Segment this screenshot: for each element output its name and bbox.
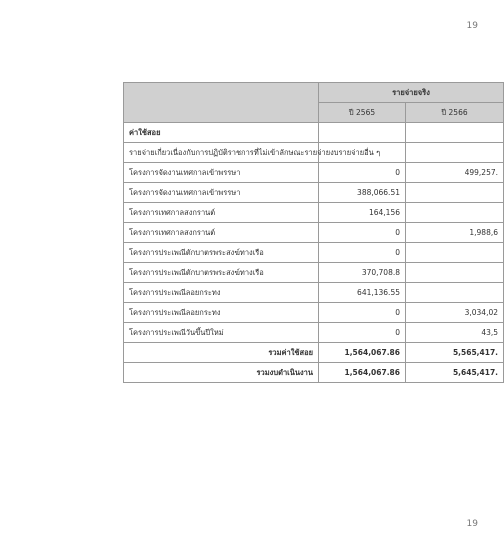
section-row xyxy=(124,123,504,143)
description-row xyxy=(124,143,504,163)
row-label: โครงการประเพณีวันขึ้นปีใหม่ xyxy=(124,323,319,343)
total-label: รวมค่าใช้สอย xyxy=(124,343,319,363)
description-text: รายจ่ายเกี่ยวเนื่องกับการปฏิบัติราชการที่ไม่เข้าลักษณะรายจ่ายงบรายจ่ายอื่น ๆ xyxy=(124,143,319,163)
expense-table xyxy=(123,82,504,383)
row-value-2565: 0 xyxy=(319,303,406,323)
row-value-2566: 3,034,02 xyxy=(406,303,504,323)
expense-table-container xyxy=(123,82,504,383)
table-row xyxy=(124,203,504,223)
row-value-2565: 370,708.8 xyxy=(319,263,406,283)
row-value-2565: 0 xyxy=(319,243,406,263)
row-label: โครงการจัดงานเทศกาลเข้าพรรษา xyxy=(124,183,319,203)
row-value-2565: 388,066.51 xyxy=(319,183,406,203)
total-row-expenses xyxy=(124,343,504,363)
row-value-2565: 0 xyxy=(319,323,406,343)
table-row xyxy=(124,263,504,283)
total-value-2565: 1,564,067.86 xyxy=(319,363,406,383)
row-value-2566: 43,5 xyxy=(406,323,504,343)
row-value-2566 xyxy=(406,243,504,263)
row-label: โครงการประเพณีลอยกระทง xyxy=(124,303,319,323)
table-row xyxy=(124,323,504,343)
row-value-2565: 164,156 xyxy=(319,203,406,223)
table-row xyxy=(124,303,504,323)
row-label: โครงการประเพณีตักบาตรพระสงฆ์ทางเรือ xyxy=(124,243,319,263)
row-value-2566 xyxy=(406,203,504,223)
row-label: โครงการประเพณีลอยกระทง xyxy=(124,283,319,303)
row-value-2566: 499,257. xyxy=(406,163,504,183)
section-cell-2566 xyxy=(406,123,504,143)
row-value-2565: 0 xyxy=(319,223,406,243)
total-value-2566: 5,645,417. xyxy=(406,363,504,383)
year-header-2566: ปี 2566 xyxy=(406,103,504,123)
header-row-group xyxy=(124,83,504,103)
table-row xyxy=(124,183,504,203)
table-row xyxy=(124,223,504,243)
year-header-2565: ปี 2565 xyxy=(319,103,406,123)
row-value-2565: 0 xyxy=(319,163,406,183)
table-row xyxy=(124,283,504,303)
row-label: โครงการจัดงานเทศกาลเข้าพรรษา xyxy=(124,163,319,183)
page-number-bottom: 19 xyxy=(466,519,478,529)
row-value-2566 xyxy=(406,263,504,283)
table-row xyxy=(124,163,504,183)
total-row-operations xyxy=(124,363,504,383)
row-value-2566: 1,988,6 xyxy=(406,223,504,243)
total-label: รวมงบดำเนินงาน xyxy=(124,363,319,383)
row-value-2565: 641,136.55 xyxy=(319,283,406,303)
section-cell-2565 xyxy=(319,123,406,143)
row-value-2566 xyxy=(406,283,504,303)
row-value-2566 xyxy=(406,183,504,203)
total-value-2565: 1,564,067.86 xyxy=(319,343,406,363)
table-row xyxy=(124,243,504,263)
row-label: โครงการเทศกาลสงกรานต์ xyxy=(124,203,319,223)
page-number-top: 19 xyxy=(466,21,478,31)
total-value-2566: 5,565,417. xyxy=(406,343,504,363)
section-label: ค่าใช้สอย xyxy=(124,123,319,143)
row-label: โครงการประเพณีตักบาตรพระสงฆ์ทางเรือ xyxy=(124,263,319,283)
row-label: โครงการเทศกาลสงกรานต์ xyxy=(124,223,319,243)
description-cell-2566 xyxy=(406,143,504,163)
header-corner-cell xyxy=(124,83,319,123)
actual-expense-header: รายจ่ายจริง xyxy=(319,83,504,103)
